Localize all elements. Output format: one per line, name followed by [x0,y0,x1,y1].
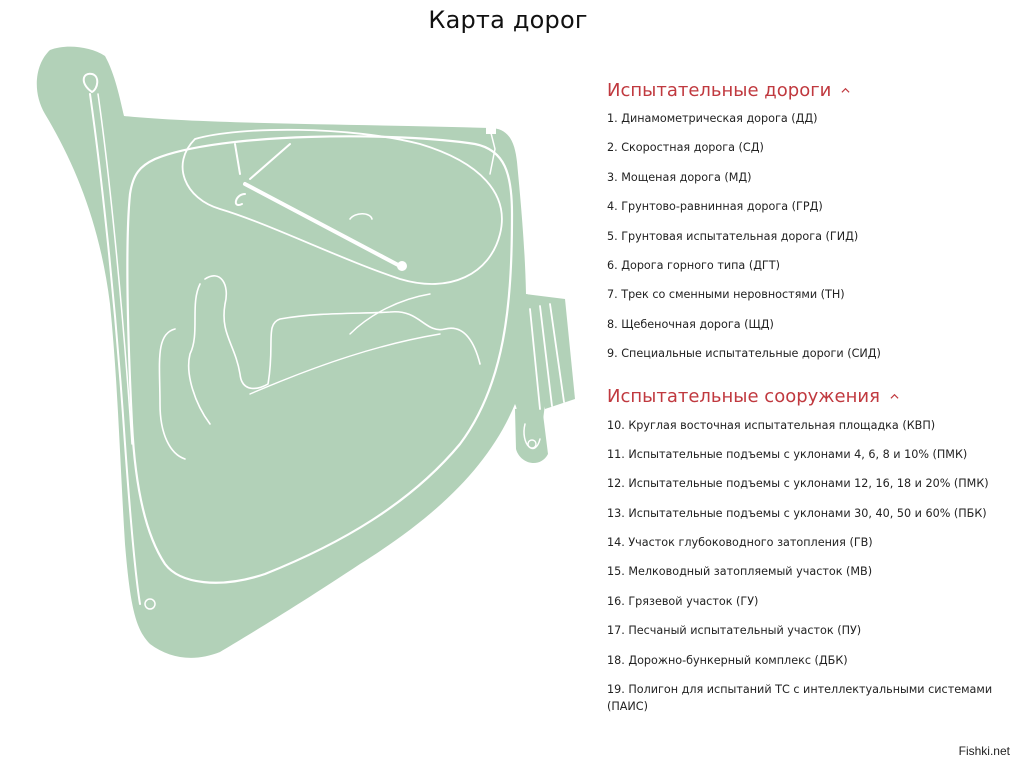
test-facilities-list [607,417,1002,716]
section-title-test-facilities[interactable] [607,383,1002,411]
road-map [20,44,590,664]
section-title-test-roads[interactable] [607,76,1002,104]
list-item[interactable]: 11. Испытательные подъемы с уклонами 4, 6, 8 и 10% (ПМК) [607,447,968,461]
list-item[interactable]: 7. Трек со сменными неровностями (ТН) [607,288,845,302]
list-item[interactable]: 13. Испытательные подъемы с уклонами 30, 40, 50 и 60% (ПБК) [607,506,987,520]
list-item[interactable]: 4. Грунтово-равнинная дорога (ГРД) [607,200,823,214]
list-item[interactable]: 1. Динамометрическая дорога (ДД) [607,112,818,125]
legend-panel [607,76,1002,715]
list-item[interactable]: 15. Мелководный затопляемый участок (МВ) [607,565,873,579]
list-item[interactable]: 6. Дорога горного типа (ДГТ) [607,258,780,272]
list-item[interactable]: 8. Щебеночная дорога (ЩД) [607,317,774,331]
list-item[interactable]: 5. Грунтовая испытательная дорога (ГИД) [607,229,859,243]
list-item[interactable]: 19. Полигон для испытаний ТС с интеллектуальными системами (ПАИС) [607,683,993,714]
list-item[interactable]: 12. Испытательные подъемы с уклонами 12, 16, 18 и 20% (ПМК) [607,477,989,491]
list-item[interactable]: 17. Песчаный испытательный участок (ПУ) [607,624,862,638]
list-item[interactable]: 2. Скоростная дорога (СД) [607,141,764,155]
page-title: Карта дорог [428,6,588,34]
list-item[interactable]: 9. Специальные испытательные дороги (СИД) [607,347,881,361]
list-item[interactable]: 10. Круглая восточная испытательная площадка (КВП) [607,418,936,432]
list-item[interactable]: 18. Дорожно-бункерный комплекс (ДБК) [607,653,848,667]
section-title-text: Испытательные сооружения [607,386,880,408]
section-test-facilities [607,383,1002,716]
list-item[interactable]: 14. Участок глубоководного затопления (ГВ) [607,536,873,550]
chevron-up-icon[interactable] [890,392,899,401]
list-item[interactable]: 16. Грязевой участок (ГУ) [607,594,759,608]
test-roads-list [607,110,1002,375]
list-item[interactable]: 3. Мощеная дорога (МД) [607,170,752,184]
watermark: Fishki.net [958,744,1010,758]
section-title-text: Испытательные дороги [607,79,832,101]
section-test-roads [607,76,1002,375]
chevron-up-icon[interactable] [841,86,850,95]
